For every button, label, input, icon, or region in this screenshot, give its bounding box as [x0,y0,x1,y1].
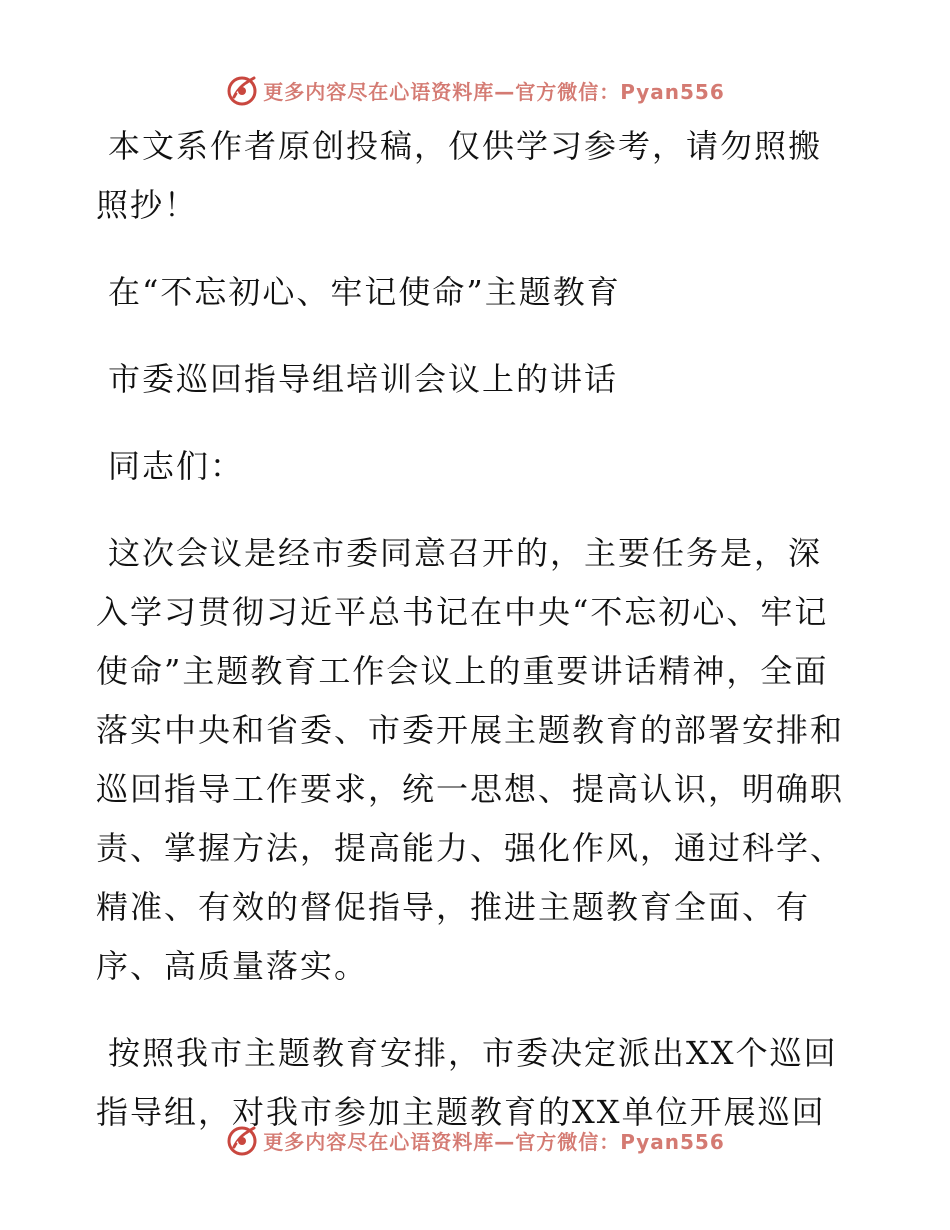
notice-line: 照抄！ [96,186,199,224]
logo-icon [225,73,259,107]
paragraph-line: 责、掌握方法，提高能力、强化作风，通过科学、 [96,829,845,867]
salutation: 同志们： [108,447,245,485]
banner-separator: — [494,1129,516,1154]
header-banner [0,70,950,110]
paragraph-line: 落实中央和省委、市委开展主题教育的部署安排和 [96,711,845,749]
paragraph-line: 入学习贯彻习近平总书记在中央“不忘初心、牢记 [96,593,829,631]
logo-icon [225,1123,259,1157]
banner-wechat: 官方微信：Pyan556 [515,1129,725,1154]
paragraph-line: 指导组，对我市参加主题教育的XX单位开展巡回 [96,1093,826,1131]
banner-library-name: 更多内容尽在心语资料库 [263,79,495,104]
banner-library-name: 更多内容尽在心语资料库 [263,1129,495,1154]
footer-banner [0,1120,950,1160]
banner-separator: — [494,79,516,104]
notice-paragraph [96,117,856,235]
paragraph-line: 精准、有效的督促指导，推进主题教育全面、有 [96,888,811,926]
banner-text [263,76,725,105]
paragraph-line: 这次会议是经市委同意召开的，主要任务是，深 [108,534,823,572]
paragraph-line: 使命”主题教育工作会议上的重要讲话精神，全面 [96,652,829,690]
banner-wechat: 官方微信：Pyan556 [515,79,725,104]
paragraph-line: 巡回指导工作要求，统一思想、提高认识，明确职 [96,770,845,808]
paragraph-1 [96,524,856,996]
title-line-1: 在“不忘初心、牢记使命”主题教育 [108,273,621,311]
notice-line: 本文系作者原创投稿，仅供学习参考，请勿照搬 [108,127,823,165]
paragraph-line: 按照我市主题教育安排，市委决定派出XX个巡回 [108,1034,838,1072]
title-line-2: 市委巡回指导组培训会议上的讲话 [108,360,619,398]
banner-text [263,1126,725,1155]
document-body [96,117,856,1142]
paragraph-line: 序、高质量落实。 [96,947,369,985]
